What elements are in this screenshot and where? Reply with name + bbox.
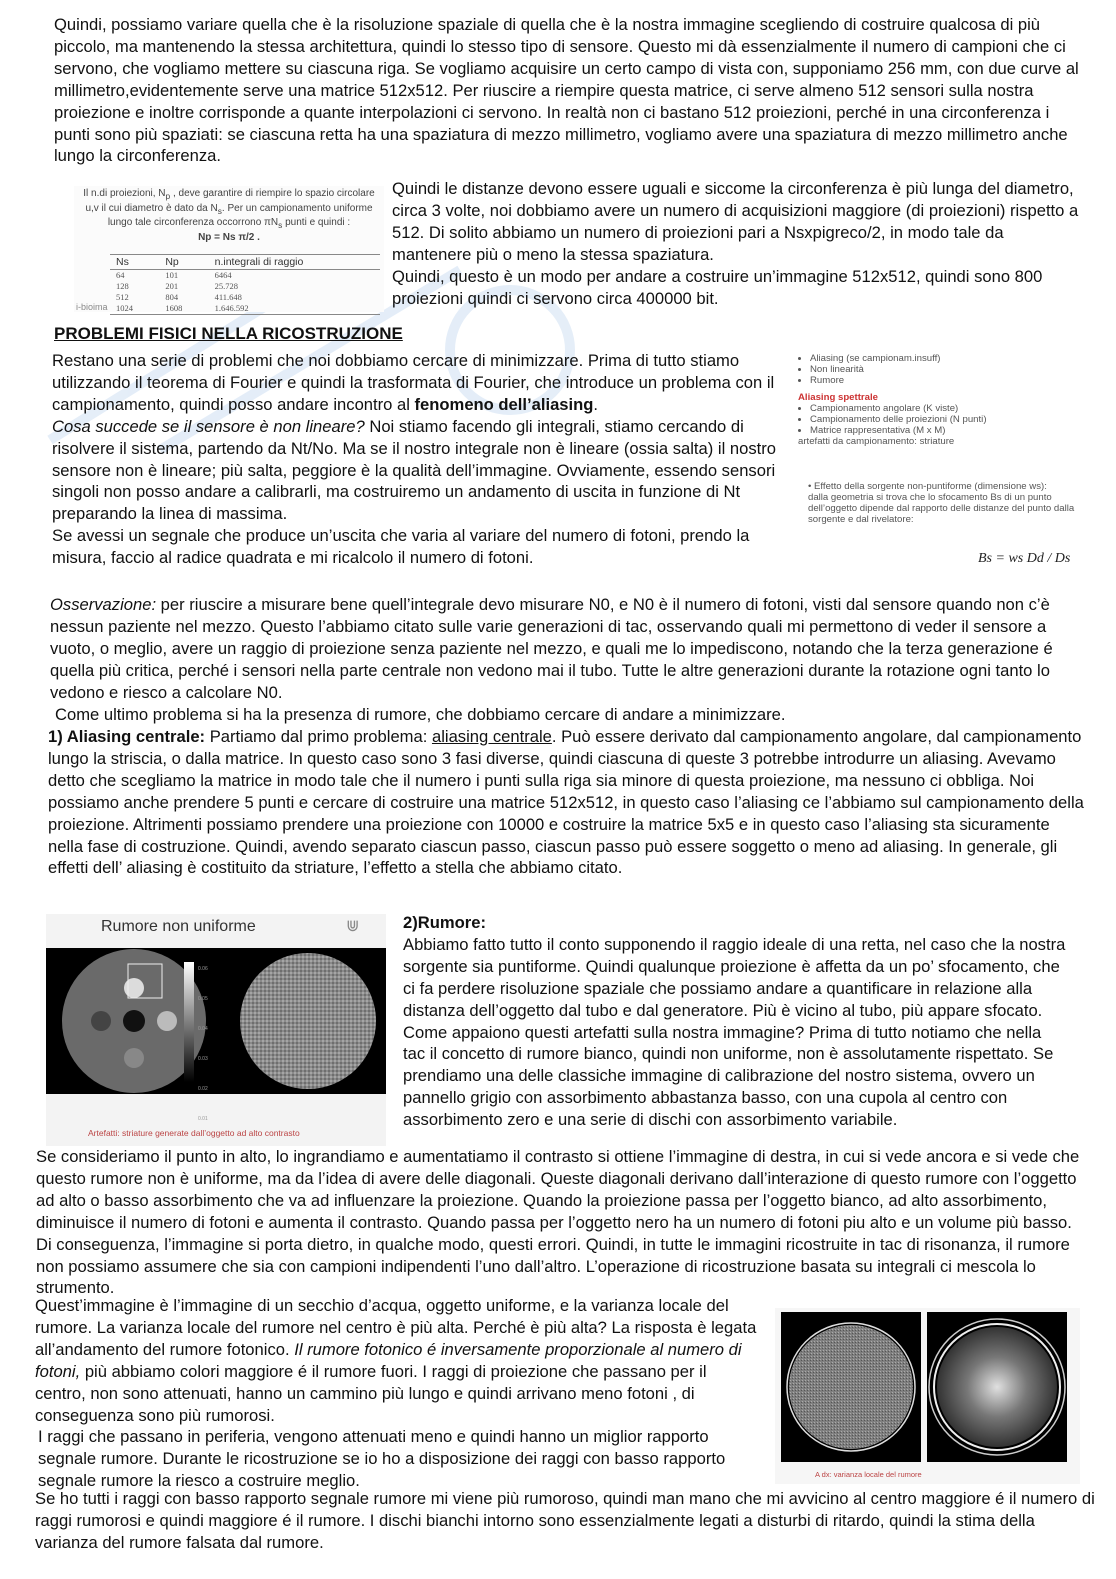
bullet-item: • Campionamento delle proiezioni (N punti) <box>810 414 1102 425</box>
table-row: 128 201 25.728 <box>116 281 238 291</box>
slide-paragraph: • Effetto della sorgente non-puntiforme (dimensione ws): dalla geometria si trova che lo sfocamento Bs di un punto dell’oggetto dipende dal rapporto delle distanze del punto dalla sorgente e dal rivelatore: <box>808 481 1075 525</box>
bullet-item: • Matrice rappresentativa (M x M) <box>810 425 1102 436</box>
paragraph-aliasing: 1) Aliasing centrale: Partiamo dal primo problema: aliasing centrale. Può essere derivato dal campionamento angolare, dal campionamento lungo la striscia, o dalla matrice. In questo caso sono 3 fasi diverse, quindi ciascuna di queste 3 potrebbe introdurre un aliasing. Avevamo detto che scegliamo la matrice in modo tale che il numero i punti sulla riga sia minore di questa proiezione, ma nessuno ci obbliga. Noi possiamo anche prendere 5 punti e cercare di costruire una matrice 512x512, in questo caso l’aliasing ce l’abbiamo sul campionamento della proiezione. Altrimenti possiamo prendere una proiezione con 10000 e costruire la matrice 5x5 e in questo caso l’aliasing sta sicuramente nella fase di costruzione. Quindi, avendo separato ciascun passo, ciascun passo può essere soggetto o meno ad aliasing. In generale, gli effetti dell’ aliasing è costituito da striature, l’effetto a stella che abbiamo citato. <box>48 727 1084 878</box>
bullet-item: • Aliasing (se campionam.insuff) <box>810 353 1102 364</box>
variance-map <box>937 1327 1057 1447</box>
water-images <box>775 1308 1080 1468</box>
table-header: Ns <box>110 255 159 270</box>
noise-figure <box>46 914 386 1146</box>
projections-figure-text: Il n.di proiezioni, $N_p$ , deve garantire di riempire lo spazio circolare u,v il cui diametro è dato da $N_s$. Per un campionamento uniforme lungo tale circonferenza occorrono $\pi N_s$ punti e quindi : Np = Ns π/2 . <box>83 188 375 243</box>
logo-icon: ⋓ <box>346 918 360 935</box>
paragraph-water: Quest’immagine è l’immagine di un secchio d’acqua, oggetto uniforme, e la varianza locale del rumore. La varianza locale del rumore nel centro è più alta. Perché è più alta? La risposta è legata all’andamento del rumore fotonico. Il rumore fotonico é inversamente proporzionale al numero di fotoni, più abbiamo colori maggiore é il rumore fuori. I raggi di proiezione che passano per il centro, non sono attenuati, hanno un cammino più lungo e quindi arrivano meno fotoni , di conseguenza sono più rumorosi. I raggi che passano in periferia, vengono attenuati meno e quindi hanno un miglior rapporto segnale rumore. Durante le ricostruzione se io ho a disposizione dei raggi con basso rapporto segnale rumore la riesco a costruire meglio. <box>35 1296 757 1491</box>
table-header: n.integrali di raggio <box>209 255 380 270</box>
noise-figure-title: Rumore non uniforme <box>101 918 256 935</box>
paragraph-projections: Quindi le distanze devono essere uguali e siccome la circonferenza è più lunga del diametro, circa 3 volte, noi dobbiamo avere un numero di acquisizioni maggiore (di proiezioni) rispetto a 512. Di solito abbiamo un numero di proiezioni pari a Nsxpigreco/2, in modo tale da mantenere più o meno la stessa spaziatura. Quindi, questo è un modo per andare a costruire un’immagine 512x512, quindi sono 800 proiezioni quindi ci servono circa 400000 bit. <box>392 179 1079 308</box>
noise-figure-caption: Artefatti: striature generate dall’oggetto ad alto contrasto <box>88 1128 300 1138</box>
table-row: 64 101 6464 <box>116 270 232 280</box>
table-header: Np <box>159 255 208 270</box>
aliasing-slide <box>798 353 1102 593</box>
paragraph-conclusion: Se ho tutti i raggi con basso rapporto segnale rumore mi viene più rumoroso, quindi man mano che mi avvicino al centro maggiore é il numero di raggi rumorosi e quindi maggiore é il rumore. I dischi bianchi intorno sono essenzialmente legati a disturbi di ritardo, quindi la stima della varianza del rumore falsata dal rumore. <box>35 1489 1095 1552</box>
colorbar-ticks: 0.06 0.05 0.04 0.03 0.02 0.01 <box>198 966 208 1122</box>
table-row: 512 804 411.648 <box>116 292 242 302</box>
paragraph-observation: Osservazione: per riuscire a misurare bene quell’integrale devo misurare N0, e N0 è il numero di fotoni, visti dal sensore quando non c’è nessun paziente nel mezzo. Questo l’abbiamo citato sulle varie generazioni di tac, osservando quali mi permettono di veder il sensore a vuoto, o meglio, avere un raggio di proiezione senza paziente nel mezzo, e quali me lo impediscono, notando che la terza generazione é quella più critica, perché i sensori nella parte centrale non vedono mai il tubo. Tutte le altre generazioni durante la rotazione ogni tanto lo vedono e riesco a calcolare N0. Come ultimo problema si ha la presenza di rumore, che dobbiamo cercare di andare a minimizzare. <box>50 595 1053 724</box>
figure-corner-label: i-bioima <box>76 302 108 312</box>
blur-formula: Bs = ws Dd / Ds <box>978 551 1071 566</box>
paragraph-noise-detail: Se consideriamo il punto in alto, lo ingrandiamo e aumentatiamo il contrasto si ottiene l’immagine di destra, in cui si vede ancora e si vede che questo rumore non è uniforme, ma da l’idea di avere delle diagonali. Queste diagonali derivano dall’interazione di questo rumore con l’oggetto ad alto o basso assorbimento che va ad influenzare la proiezione. Quando la proiezione passa per l’oggetto bianco, ad alto assorbimento, diminuisce il numero di fotoni e aumenta il contrasto. Quando passa per l’oggetto nero ha un numero di fotoni piu alto e un volume più basso. Di conseguenza, l’immagine si porta dietro, in qualche modo, questi errori. Quindi, in tutte le immagini ricostruite in tac di risonanza, il rumore non possiamo assumere che sia con campioni indipendenti l’uno dall’altro. L’operazione di ricostruzione basata su integrali ci mescola lo strumento. <box>36 1147 1080 1298</box>
slide-subheading: Aliasing spettrale <box>798 392 878 403</box>
bullet-item: • Campionamento angolare (K viste) <box>810 403 1102 414</box>
water-figure-caption: A dx: varianza locale del rumore <box>815 1470 922 1479</box>
paragraph-problems: Restano una serie di problemi che noi dobbiamo cercare di minimizzare. Prima di tutto stiamo utilizzando il teorema di Fourier e quindi la trasformata di Fourier, che introduce un problema con il campionamento, quindi posso andare incontro al fenomeno dell’aliasing. Cosa succede se il sensore è non lineare? Noi stiamo facendo gli integrali, stiamo cercando di risolvere il sistema, partendo da Nt/No. Ma se il nostro integrale non è lineare (ossia salta) il nostro sensore non è lineare; più salta, peggiore è la qualità dell’immagine. Ovviamente, essendo sensori singoli non posso andare a calibrarli, ma costruiremo un andamento di uscita in funzione di Nt preparando la linea di massima. Se avessi un segnale che produce un’uscita che varia al variare del numero di fotoni, prendo la misura, faccio al radice quadrata e mi ricalcolo il numero di fotoni. <box>52 351 777 568</box>
table-row: 1024 1608 1.646.592 <box>110 303 380 315</box>
projections-table <box>110 254 380 315</box>
projections-figure <box>74 186 384 312</box>
noise-images <box>46 948 386 1128</box>
paragraph-noise: 2)Rumore: Abbiamo fatto tutto il conto supponendo il raggio ideale di una retta, nel caso che la nostra sorgente sia puntiforme. Quindi qualunque proiezione è affetta da un po’ sfocamento, che ci fa perdere risoluzione spaziale che possiamo andare a quantificare in relazione alla distanza dell’oggetto dal tubo e dal generatore. Più è vicino al tubo, più appare sfocato. Come appaiono questi artefatti sulla nostra immagine? Prima di tutto notiamo che nella tac il concetto di rumore bianco, quindi non uniforme, non è assolutamente rispettato. Se prendiamo una delle classiche immagine di calibrazione del nostro sistema, ovvero un pannello grigio con assorbimento abbastanza basso, con una cupola al centro con assorbimento zero e una serie di dischi con assorbimento variabile. <box>403 913 1066 1130</box>
water-figure <box>775 1308 1080 1484</box>
projections-formula: Np = Ns π/2 . <box>198 231 260 243</box>
water-phantom <box>789 1325 913 1449</box>
bullet-item: • Rumore <box>810 375 1102 386</box>
bullet-item: • Non linearità <box>810 364 1102 375</box>
paragraph-intro: Quindi, possiamo variare quella che è la risoluzione spaziale di quella che è la nostra immagine scegliendo di costruire qualcosa di più piccolo, ma mantenendo la stessa architettura, quindi lo stesso tipo di sensore. Questo mi dà essenzialmente il numero di campioni che ci servono, che vogliamo mettere su ciascuna riga. Se vogliamo acquisire un certo campo di vista con, supponiamo 256 mm, con due curve al millimetro,evidentemente serve una matrice 512x512. Per riuscire a riempire questa matrice, ci serve almeno 512 sensori sulla nostra proiezione e inoltre corrisponde a quante interpolazioni ci servono. In realtà non ci bastano 512 proiezioni, perché in una circonferenza i punti sono più spaziati: se ciascuna retta ha una spaziatura di mezzo millimetro, vogliamo avere una spaziatura di mezzo millimetro anche lungo la circonferenza. <box>54 15 1079 166</box>
section-heading: PROBLEMI FISICI NELLA RICOSTRUZIONE <box>54 324 403 343</box>
noise-zoom <box>240 953 376 1089</box>
slide-note: artefatti da campionamento: striature <box>798 436 955 447</box>
